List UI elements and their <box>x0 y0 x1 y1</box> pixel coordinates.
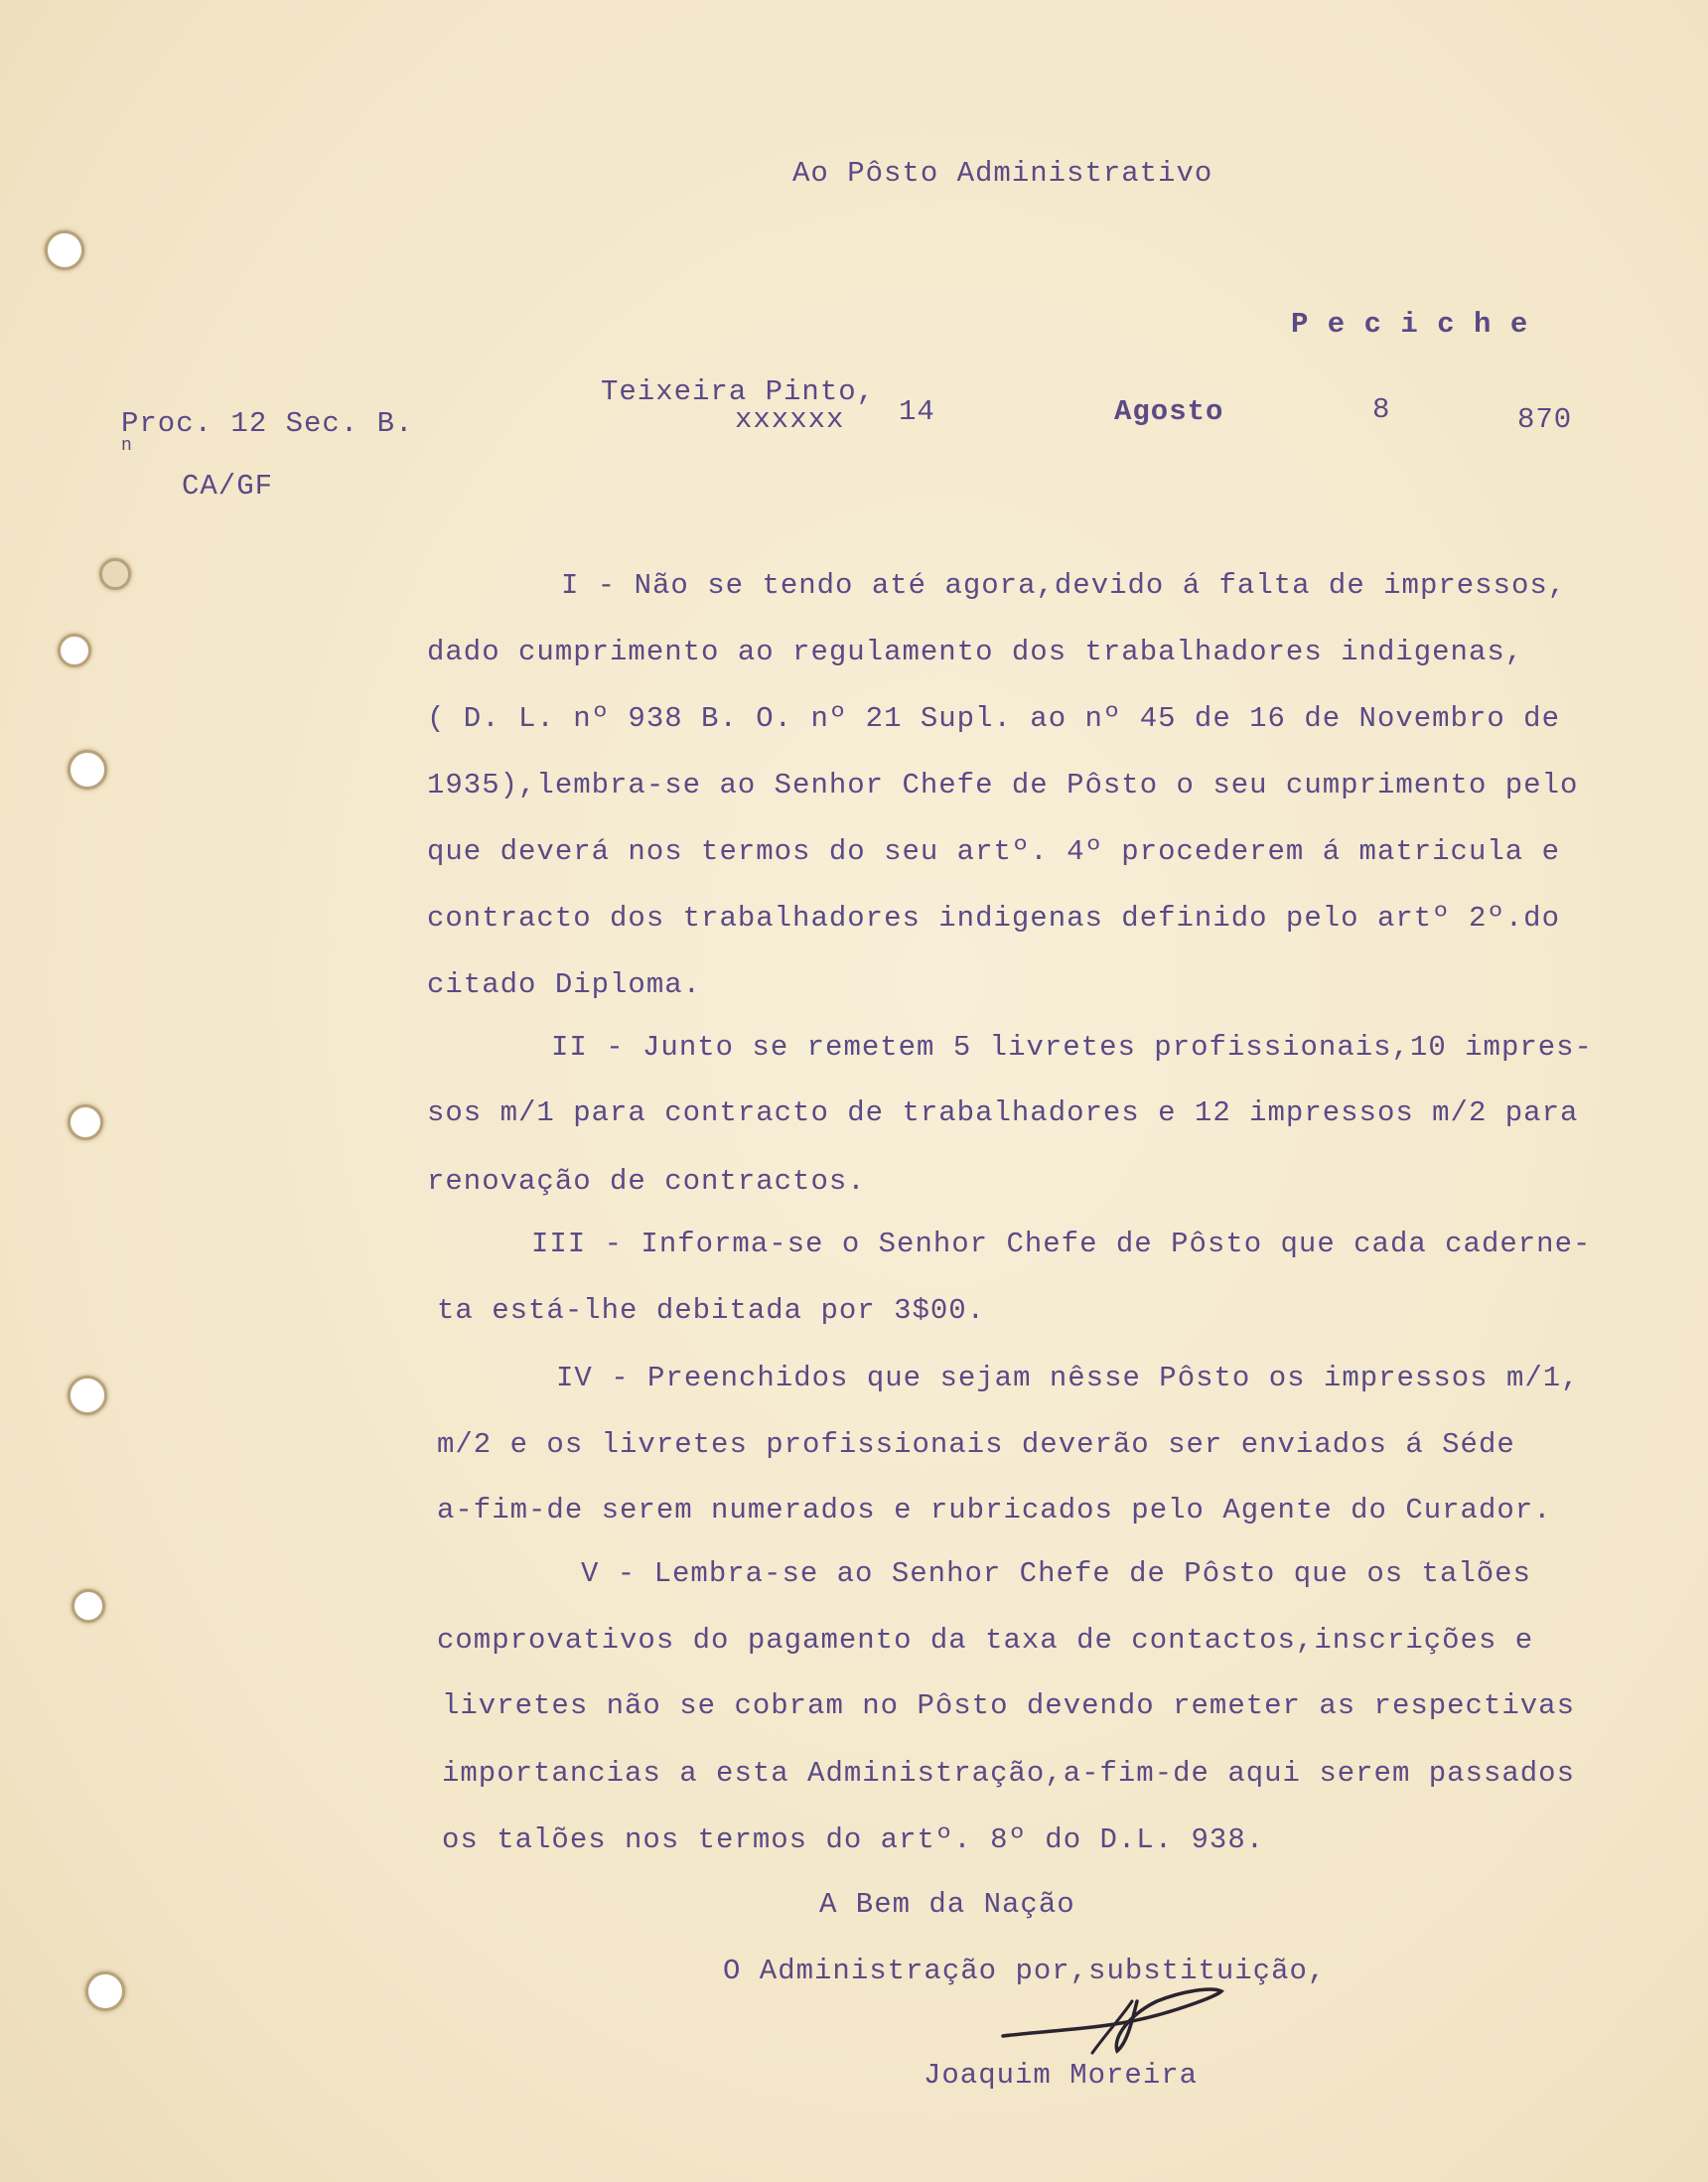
handwritten-signature <box>983 1981 1241 2061</box>
date-day: 14 <box>899 395 935 428</box>
binder-hole <box>71 1589 105 1623</box>
paragraph-5-line: V - Lembra-se ao Senhor Chefe de Pôsto que os talões <box>581 1557 1531 1590</box>
date-day-2: 8 <box>1372 393 1391 426</box>
paragraph-2-line: II - Junto se remetem 5 livretes profissionais,10 impres- <box>551 1031 1593 1064</box>
paragraph-5-line: os talões nos termos do artº. 8º do D.L. 938. <box>442 1823 1265 1856</box>
paragraph-4-line: a-fim-de serem numerados e rubricados pelo Agente do Curador. <box>437 1494 1552 1527</box>
paragraph-2-line: renovação de contractos. <box>427 1165 866 1198</box>
signatory-name: Joaquim Moreira <box>924 2059 1199 2092</box>
binder-hole <box>99 558 131 590</box>
binder-hole <box>68 750 107 790</box>
paragraph-1-line: contracto dos trabalhadores indigenas definido pelo artº 2º.do <box>427 902 1560 935</box>
salutation: A Bem da Nação <box>819 1888 1075 1921</box>
paragraph-3-line: III - Informa-se o Senhor Chefe de Pôsto que cada caderne- <box>531 1228 1592 1260</box>
paragraph-5-line: livretes não se cobram no Pôsto devendo remeter as respectivas <box>442 1689 1575 1722</box>
reference-code: CA/GF <box>182 470 274 503</box>
process-mark: n <box>121 436 133 456</box>
paragraph-5-line: comprovativos do pagamento da taxa de contactos,inscrições e <box>437 1624 1534 1657</box>
paragraph-1-line: dado cumprimento ao regulamento dos trabalhadores indigenas, <box>427 636 1524 668</box>
paragraph-3-line: ta está-lhe debitada por 3$00. <box>437 1294 986 1327</box>
signatory-role: O Administração por,substituição, <box>723 1955 1327 1987</box>
destination-place: P e c i c h e <box>1291 308 1529 341</box>
binder-hole <box>58 634 91 667</box>
addressee: Ao Pôsto Administrativo <box>792 157 1213 190</box>
paragraph-4-line: IV - Preenchidos que sejam nêsse Pôsto os impressos m/1, <box>556 1362 1580 1394</box>
binder-hole <box>85 1971 125 2011</box>
struck-text: xxxxxx <box>735 403 845 436</box>
binder-hole <box>45 230 84 270</box>
binder-hole <box>68 1376 107 1415</box>
binder-hole <box>68 1104 103 1140</box>
paragraph-1-line: citado Diploma. <box>427 968 702 1001</box>
paragraph-1-line: que deverá nos termos do seu artº. 4º procederem á matricula e <box>427 835 1560 868</box>
paragraph-1-line: 1935),lembra-se ao Senhor Chefe de Pôsto o seu cumprimento pelo <box>427 769 1579 801</box>
process-reference: Proc. 12 Sec. B. <box>121 407 414 440</box>
origin-place: Teixeira Pinto, <box>601 375 876 408</box>
paragraph-5-line: importancias a esta Administração,a-fim-de aqui serem passados <box>442 1757 1575 1790</box>
paragraph-1-line: ( D. L. nº 938 B. O. nº 21 Supl. ao nº 45 de 16 de Novembro de <box>427 702 1560 735</box>
paragraph-4-line: m/2 e os livretes profissionais deverão ser enviados á Séde <box>437 1428 1515 1461</box>
paragraph-2-line: sos m/1 para contracto de trabalhadores e 12 impressos m/2 para <box>427 1096 1579 1129</box>
paragraph-1-line: I - Não se tendo até agora,devido á falta de impressos, <box>561 569 1567 602</box>
document-number: 870 <box>1517 403 1573 436</box>
date-month: Agosto <box>1114 395 1224 428</box>
